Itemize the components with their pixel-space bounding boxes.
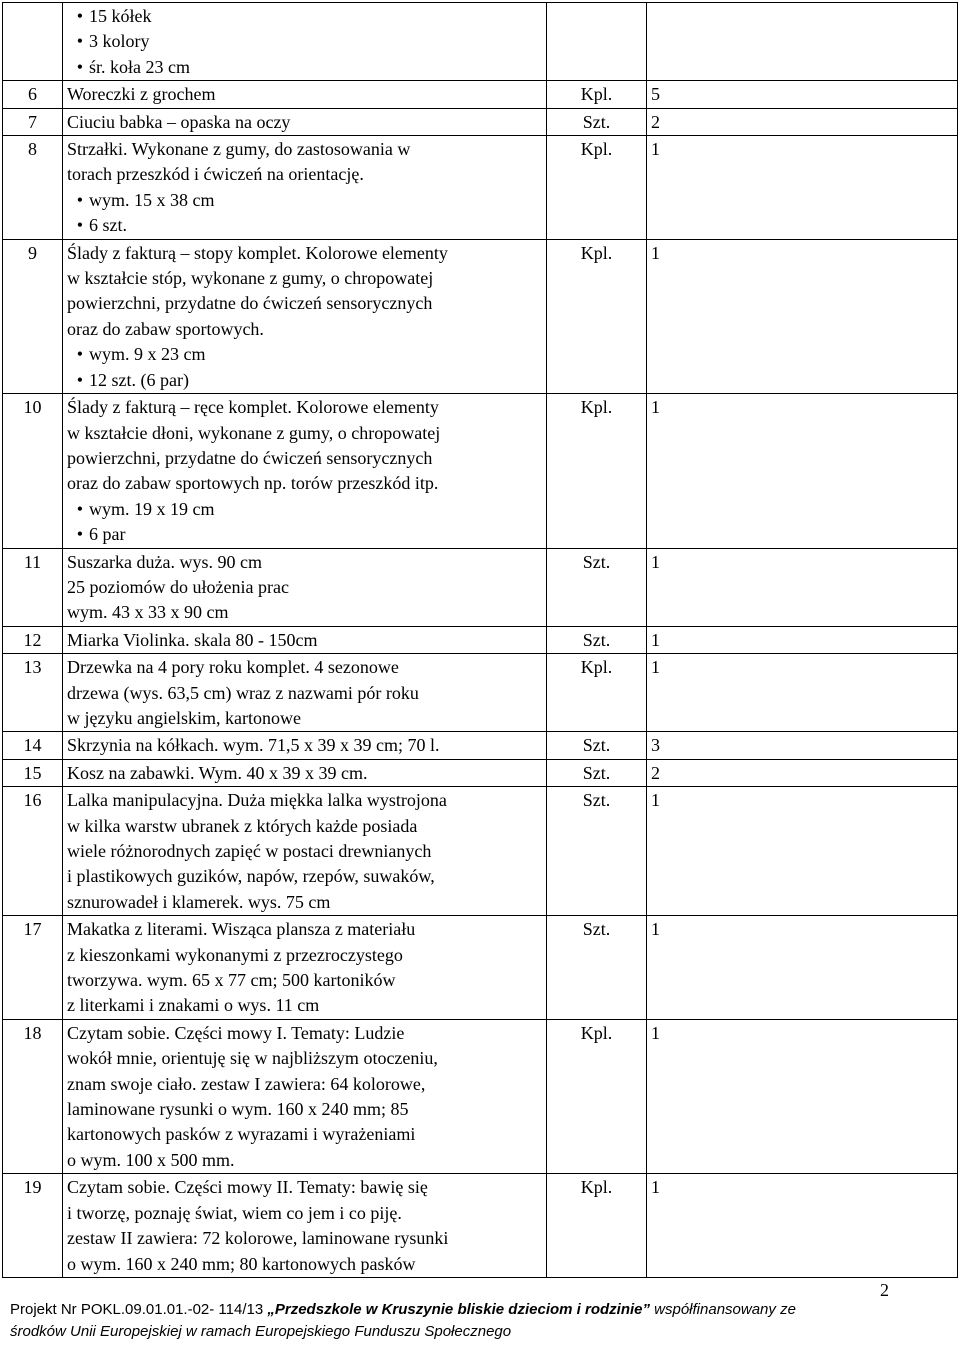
description-line: Strzałki. Wykonane z gumy, do zastosowania w [67, 139, 411, 160]
footer-cofinanced: współfinansowany ze [650, 1301, 796, 1318]
bullet-item [67, 55, 542, 80]
row-number: 18 [3, 1019, 63, 1173]
bullet-list [67, 342, 542, 393]
bullet-item [67, 522, 542, 547]
description-line: torach przeszkód i ćwiczeń na orientację. [67, 164, 364, 185]
description-line: Kosz na zabawki. Wym. 40 x 39 x 39 cm. [67, 762, 368, 783]
row-description [63, 654, 547, 732]
description-line: Czytam sobie. Części mowy II. Tematy: bawię się [67, 1177, 428, 1198]
row-quantity: 1 [647, 239, 958, 393]
row-number: 16 [3, 787, 63, 916]
row-unit: Kpl. [547, 81, 647, 108]
row-unit: Szt. [547, 787, 647, 916]
bullet-text: 12 szt. (6 par) [89, 369, 189, 390]
row-number: 9 [3, 239, 63, 393]
row-quantity: 1 [647, 626, 958, 653]
row-number: 8 [3, 136, 63, 240]
row-unit: Kpl. [547, 1019, 647, 1173]
row-description [63, 1174, 547, 1278]
bullet-text: 3 kolory [89, 31, 150, 52]
row-description [63, 108, 547, 135]
description-line: drzewa (wys. 63,5 cm) wraz z nazwami pór roku [67, 682, 419, 703]
description-line: zestaw II zawiera: 72 kolorowe, laminowane rysunki [67, 1228, 449, 1249]
description-line: o wym. 100 x 500 mm. [67, 1149, 235, 1170]
table-row [3, 1019, 958, 1173]
row-quantity: 5 [647, 81, 958, 108]
table-row [3, 3, 958, 81]
description-line: tworzywa. wym. 65 x 77 cm; 500 kartoników [67, 970, 396, 991]
table-row [3, 916, 958, 1020]
table-row [3, 654, 958, 732]
row-unit: Kpl. [547, 1174, 647, 1278]
bullet-item [67, 497, 542, 522]
description-line: wokół mnie, orientuję się w najbliższym otoczeniu, [67, 1048, 438, 1069]
table-row [3, 626, 958, 653]
footer [10, 1299, 950, 1343]
row-quantity: 1 [647, 1019, 958, 1173]
row-number: 6 [3, 81, 63, 108]
bullet-item [67, 213, 542, 238]
description-line: Ślady z fakturą – ręce komplet. Kolorowe elementy [67, 397, 439, 418]
row-number: 19 [3, 1174, 63, 1278]
bullet-icon: • [76, 56, 83, 77]
description-line: powierzchni, przydatne do ćwiczeń sensorycznych [67, 447, 433, 468]
row-number: 7 [3, 108, 63, 135]
row-quantity: 1 [647, 548, 958, 626]
row-description [63, 394, 547, 548]
items-table [2, 2, 958, 1278]
description-line: w kilka warstw ubranek z których każde posiada [67, 815, 418, 836]
description-line: wiele różnorodnych zapięć w postaci drewnianych [67, 841, 432, 861]
row-description [63, 732, 547, 759]
bullet-text: wym. 9 x 23 cm [89, 344, 206, 365]
description-line: Woreczki z grochem [67, 84, 216, 105]
row-description [63, 239, 547, 393]
row-number: 15 [3, 759, 63, 786]
row-unit: Kpl. [547, 239, 647, 393]
bullet-text: śr. koła 23 cm [89, 56, 190, 77]
bullet-icon: • [76, 6, 83, 26]
bullet-item [67, 29, 542, 54]
description-line: 25 poziomów do ułożenia prac [67, 576, 289, 597]
description-line: w języku angielskim, kartonowe [67, 707, 301, 728]
bullet-item [67, 368, 542, 393]
table-row [3, 239, 958, 393]
description-line: Drzewka na 4 pory roku komplet. 4 sezonowe [67, 657, 399, 678]
bullet-list [67, 4, 542, 80]
row-description [63, 787, 547, 916]
row-description [63, 759, 547, 786]
row-quantity: 1 [647, 916, 958, 1020]
row-number [3, 3, 63, 81]
description-line: Skrzynia na kółkach. wym. 71,5 x 39 x 39 cm; 70 l. [67, 735, 440, 756]
description-line: laminowane rysunki o wym. 160 x 240 mm; 85 [67, 1099, 409, 1120]
bullet-text: wym. 19 x 19 cm [89, 498, 215, 519]
table-row [3, 1174, 958, 1278]
row-quantity: 1 [647, 654, 958, 732]
row-unit: Szt. [547, 732, 647, 759]
description-line: w kształcie dłoni, wykonane z gumy, o chropowatej [67, 422, 441, 443]
description-line: z kieszonkami wykonanymi z przezroczystego [67, 944, 403, 965]
description-line: w kształcie stóp, wykonane z gumy, o chropowatej [67, 268, 434, 289]
row-number: 11 [3, 548, 63, 626]
row-quantity [647, 3, 958, 81]
description-line: Suszarka duża. wys. 90 cm [67, 551, 262, 572]
description-line: oraz do zabaw sportowych np. torów przeszkód itp. [67, 473, 439, 494]
row-description [63, 1019, 547, 1173]
description-line: powierzchni, przydatne do ćwiczeń sensorycznych [67, 293, 433, 314]
bullet-icon: • [76, 524, 83, 545]
description-line: z literkami i znakami o wys. 11 cm [67, 995, 320, 1016]
table-row [3, 548, 958, 626]
row-number: 14 [3, 732, 63, 759]
table-row [3, 136, 958, 240]
page-number: 2 [880, 1280, 889, 1300]
bullet-text: wym. 15 x 38 cm [89, 189, 215, 210]
row-unit: Szt. [547, 626, 647, 653]
row-unit: Kpl. [547, 136, 647, 240]
bullet-icon: • [76, 31, 83, 52]
description-line: i tworzę, poznaję świat, wiem co jem i co piję. [67, 1202, 402, 1223]
row-description [63, 626, 547, 653]
bullet-list [67, 188, 542, 239]
row-quantity: 1 [647, 787, 958, 916]
table-row [3, 81, 958, 108]
description-line: sznurowadeł i klamerek. wys. 75 cm [67, 891, 331, 912]
row-description [63, 3, 547, 81]
row-quantity: 1 [647, 394, 958, 548]
row-unit: Szt. [547, 108, 647, 135]
description-line: Lalka manipulacyjna. Duża miękka lalka wystrojona [67, 790, 447, 811]
description-line: Miarka Violinka. skala 80 - 150cm [67, 629, 318, 650]
description-line: Ślady z fakturą – stopy komplet. Kolorowe elementy [67, 242, 448, 263]
bullet-list [67, 497, 542, 548]
bullet-icon: • [76, 369, 83, 390]
table-row [3, 732, 958, 759]
table-row [3, 759, 958, 786]
bullet-item [67, 342, 542, 367]
bullet-icon: • [76, 344, 83, 365]
footer-line-2: środków Unii Europejskiej w ramach Europejskiego Funduszu Społecznego [10, 1323, 512, 1340]
bullet-icon: • [76, 498, 83, 519]
row-description [63, 136, 547, 240]
bullet-icon: • [76, 189, 83, 210]
bullet-item [67, 188, 542, 213]
row-quantity: 3 [647, 732, 958, 759]
row-unit: Kpl. [547, 394, 647, 548]
row-quantity: 2 [647, 759, 958, 786]
description-line: Makatka z literami. Wisząca plansza z materiału [67, 919, 416, 940]
bullet-text: 6 par [89, 524, 126, 545]
footer-line-1 [10, 1299, 950, 1321]
footer-project-title: „Przedszkole w Kruszynie bliskie dzieciom i rodzinie” [267, 1301, 650, 1318]
description-line: znam swoje ciało. zestaw I zawiera: 64 kolorowe, [67, 1073, 426, 1094]
bullet-text: 6 szt. [89, 215, 127, 236]
bullet-text: 15 kółek [89, 6, 152, 26]
row-unit [547, 3, 647, 81]
table-row [3, 108, 958, 135]
description-line: oraz do zabaw sportowych. [67, 318, 264, 339]
row-quantity: 2 [647, 108, 958, 135]
row-unit: Szt. [547, 759, 647, 786]
description-line: o wym. 160 x 240 mm; 80 kartonowych pasków [67, 1253, 416, 1274]
table-row [3, 787, 958, 916]
description-line: Czytam sobie. Części mowy I. Tematy: Ludzie [67, 1022, 405, 1043]
bullet-item [67, 4, 542, 29]
footer-project-number: Projekt Nr POKL.09.01.01.-02- 114/13 [10, 1301, 268, 1318]
description-line: wym. 43 x 33 x 90 cm [67, 602, 229, 623]
row-number: 17 [3, 916, 63, 1020]
row-quantity: 1 [647, 1174, 958, 1278]
description-line: Ciuciu babka – opaska na oczy [67, 111, 291, 132]
row-unit: Szt. [547, 548, 647, 626]
table-row [3, 394, 958, 548]
description-line: kartonowych pasków z wyrazami i wyrażeniami [67, 1124, 416, 1145]
row-description [63, 916, 547, 1020]
row-description [63, 81, 547, 108]
description-line: i plastikowych guzików, napów, rzepów, suwaków, [67, 866, 435, 887]
bullet-icon: • [76, 215, 83, 236]
row-number: 10 [3, 394, 63, 548]
row-number: 13 [3, 654, 63, 732]
row-quantity: 1 [647, 136, 958, 240]
row-description [63, 548, 547, 626]
row-unit: Szt. [547, 916, 647, 1020]
row-unit: Kpl. [547, 654, 647, 732]
row-number: 12 [3, 626, 63, 653]
